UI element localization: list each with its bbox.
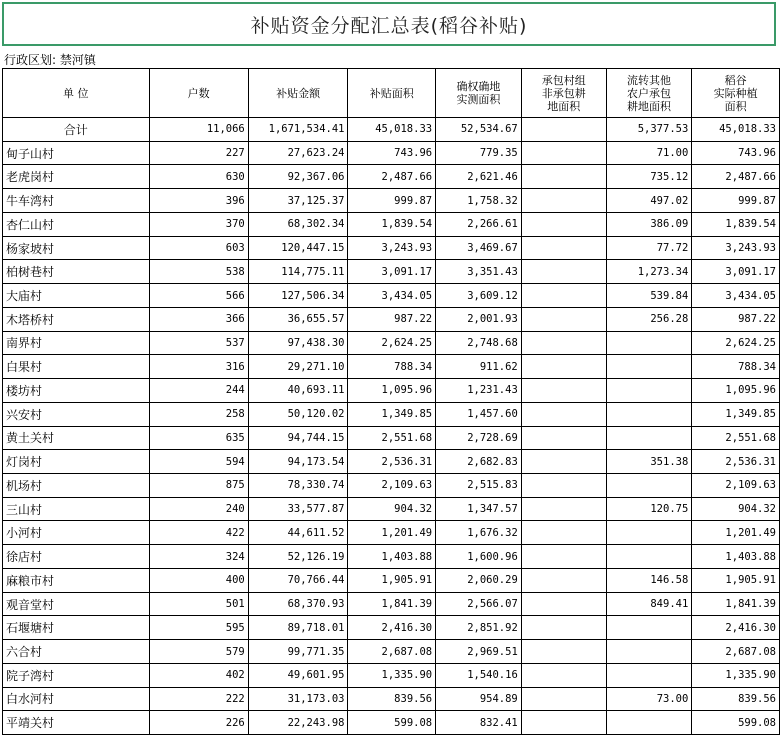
noncontract-cell <box>521 592 606 616</box>
transfer-cell <box>606 426 692 450</box>
noncontract-cell <box>521 521 606 545</box>
noncontract-cell <box>521 497 606 521</box>
table-row <box>3 711 780 735</box>
area-cell: 2,551.68 <box>348 426 436 450</box>
village-name: 麻粮市村 <box>3 568 150 592</box>
actual-cell: 3,091.17 <box>692 260 780 284</box>
subsidy-table <box>2 68 780 735</box>
village-name: 六合村 <box>3 640 150 664</box>
area-cell: 839.56 <box>348 687 436 711</box>
noncontract-cell <box>521 355 606 379</box>
noncontract-cell <box>521 450 606 474</box>
measured-cell: 1,600.96 <box>436 545 522 569</box>
table-row <box>3 165 780 189</box>
actual-cell: 1,905.91 <box>692 568 780 592</box>
table-row <box>3 450 780 474</box>
measured-cell: 832.41 <box>436 711 522 735</box>
amount-cell: 33,577.87 <box>248 497 348 521</box>
header-actual: 稻谷 实际种植 面积 <box>692 69 780 118</box>
table-row <box>3 497 780 521</box>
noncontract-cell <box>521 165 606 189</box>
noncontract-cell <box>521 189 606 213</box>
table-row <box>3 141 780 165</box>
transfer-cell <box>606 474 692 498</box>
village-name: 老虎岗村 <box>3 165 150 189</box>
village-name: 甸子山村 <box>3 141 150 165</box>
amount-cell: 22,243.98 <box>248 711 348 735</box>
noncontract-cell <box>521 260 606 284</box>
households-cell: 537 <box>149 331 248 355</box>
actual-cell: 839.56 <box>692 687 780 711</box>
village-name: 木塔桥村 <box>3 307 150 331</box>
actual-cell: 999.87 <box>692 189 780 213</box>
village-name: 柏树巷村 <box>3 260 150 284</box>
amount-cell: 94,173.54 <box>248 450 348 474</box>
amount-cell: 44,611.52 <box>248 521 348 545</box>
measured-cell: 1,231.43 <box>436 379 522 403</box>
households-cell: 402 <box>149 663 248 687</box>
actual-cell: 1,201.49 <box>692 521 780 545</box>
noncontract-cell <box>521 568 606 592</box>
actual-cell: 987.22 <box>692 307 780 331</box>
area-cell: 2,536.31 <box>348 450 436 474</box>
header-unit: 单 位 <box>3 69 150 118</box>
households-cell: 579 <box>149 640 248 664</box>
noncontract-cell <box>521 711 606 735</box>
village-name: 大庙村 <box>3 284 150 308</box>
households-cell: 396 <box>149 189 248 213</box>
village-name: 观音堂村 <box>3 592 150 616</box>
amount-cell: 120,447.15 <box>248 236 348 260</box>
households-cell: 400 <box>149 568 248 592</box>
area-cell: 3,243.93 <box>348 236 436 260</box>
header-measured: 确权确地 实测面积 <box>436 69 522 118</box>
header-noncontract: 承包村组 非承包耕 地面积 <box>521 69 606 118</box>
transfer-cell: 120.75 <box>606 497 692 521</box>
village-name: 杨家坡村 <box>3 236 150 260</box>
transfer-cell: 497.02 <box>606 189 692 213</box>
amount-cell: 68,302.34 <box>248 212 348 236</box>
area-cell: 788.34 <box>348 355 436 379</box>
actual-cell: 2,416.30 <box>692 616 780 640</box>
area-cell: 1,095.96 <box>348 379 436 403</box>
households-cell: 566 <box>149 284 248 308</box>
actual-cell: 2,109.63 <box>692 474 780 498</box>
transfer-cell: 386.09 <box>606 212 692 236</box>
table-title: 补贴资金分配汇总表(稻谷补贴) <box>2 2 776 46</box>
table-row <box>3 687 780 711</box>
households-cell: 501 <box>149 592 248 616</box>
amount-cell: 127,506.34 <box>248 284 348 308</box>
measured-cell: 2,969.51 <box>436 640 522 664</box>
table-row <box>3 212 780 236</box>
noncontract-cell <box>521 284 606 308</box>
village-name: 杏仁山村 <box>3 212 150 236</box>
actual-cell: 599.08 <box>692 711 780 735</box>
amount-cell: 97,438.30 <box>248 331 348 355</box>
amount-cell: 52,126.19 <box>248 545 348 569</box>
measured-cell: 3,469.67 <box>436 236 522 260</box>
amount-cell: 49,601.95 <box>248 663 348 687</box>
transfer-cell <box>606 355 692 379</box>
area-cell: 599.08 <box>348 711 436 735</box>
transfer-cell: 71.00 <box>606 141 692 165</box>
noncontract-cell <box>521 141 606 165</box>
measured-cell: 1,758.32 <box>436 189 522 213</box>
amount-cell: 50,120.02 <box>248 402 348 426</box>
noncontract-cell <box>521 616 606 640</box>
amount-cell: 31,173.03 <box>248 687 348 711</box>
households-cell: 324 <box>149 545 248 569</box>
households-cell: 538 <box>149 260 248 284</box>
actual-cell: 2,536.31 <box>692 450 780 474</box>
measured-cell: 2,682.83 <box>436 450 522 474</box>
transfer-cell <box>606 616 692 640</box>
measured-cell: 2,566.07 <box>436 592 522 616</box>
households-cell: 875 <box>149 474 248 498</box>
transfer-cell: 146.58 <box>606 568 692 592</box>
table-row <box>3 592 780 616</box>
actual-cell: 2,487.66 <box>692 165 780 189</box>
measured-cell: 779.35 <box>436 141 522 165</box>
village-name: 黄土关村 <box>3 426 150 450</box>
table-row <box>3 474 780 498</box>
transfer-cell: 735.12 <box>606 165 692 189</box>
amount-cell: 89,718.01 <box>248 616 348 640</box>
noncontract-cell <box>521 379 606 403</box>
area-cell: 2,687.08 <box>348 640 436 664</box>
measured-cell: 1,540.16 <box>436 663 522 687</box>
table-row <box>3 260 780 284</box>
amount-cell: 40,693.11 <box>248 379 348 403</box>
transfer-cell: 77.72 <box>606 236 692 260</box>
households-cell: 594 <box>149 450 248 474</box>
table-row <box>3 402 780 426</box>
transfer-cell: 539.84 <box>606 284 692 308</box>
area-cell: 1,839.54 <box>348 212 436 236</box>
area-cell: 3,091.17 <box>348 260 436 284</box>
measured-cell: 2,515.83 <box>436 474 522 498</box>
region-label: 行政区划: 禁河镇 <box>4 53 96 67</box>
measured-cell: 2,001.93 <box>436 307 522 331</box>
transfer-cell <box>606 711 692 735</box>
village-name: 机场村 <box>3 474 150 498</box>
actual-cell: 1,839.54 <box>692 212 780 236</box>
village-name: 南界村 <box>3 331 150 355</box>
transfer-cell: 849.41 <box>606 592 692 616</box>
village-name: 小河村 <box>3 521 150 545</box>
households-cell: 258 <box>149 402 248 426</box>
table-row <box>3 307 780 331</box>
measured-cell: 2,851.92 <box>436 616 522 640</box>
amount-cell: 94,744.15 <box>248 426 348 450</box>
village-name: 三山村 <box>3 497 150 521</box>
households-cell: 603 <box>149 236 248 260</box>
actual-cell: 2,551.68 <box>692 426 780 450</box>
noncontract-cell <box>521 307 606 331</box>
area-cell: 1,905.91 <box>348 568 436 592</box>
measured-cell: 2,728.69 <box>436 426 522 450</box>
table-row <box>3 640 780 664</box>
amount-cell: 114,775.11 <box>248 260 348 284</box>
noncontract-cell <box>521 545 606 569</box>
table-row <box>3 663 780 687</box>
noncontract-cell <box>521 426 606 450</box>
transfer-cell <box>606 331 692 355</box>
actual-cell: 2,624.25 <box>692 331 780 355</box>
area-cell: 999.87 <box>348 189 436 213</box>
households-cell: 595 <box>149 616 248 640</box>
amount-cell: 92,367.06 <box>248 165 348 189</box>
households-cell: 366 <box>149 307 248 331</box>
village-name: 牛车湾村 <box>3 189 150 213</box>
village-name: 白水河村 <box>3 687 150 711</box>
measured-cell: 2,060.29 <box>436 568 522 592</box>
noncontract-cell <box>521 331 606 355</box>
households-cell: 226 <box>149 711 248 735</box>
total-measured: 52,534.67 <box>436 118 522 142</box>
village-name: 院子湾村 <box>3 663 150 687</box>
table-row <box>3 331 780 355</box>
transfer-cell <box>606 640 692 664</box>
table-row <box>3 616 780 640</box>
noncontract-cell <box>521 663 606 687</box>
measured-cell: 2,266.61 <box>436 212 522 236</box>
actual-cell: 2,687.08 <box>692 640 780 664</box>
actual-cell: 1,095.96 <box>692 379 780 403</box>
households-cell: 222 <box>149 687 248 711</box>
transfer-cell: 73.00 <box>606 687 692 711</box>
households-cell: 227 <box>149 141 248 165</box>
area-cell: 1,841.39 <box>348 592 436 616</box>
area-cell: 1,349.85 <box>348 402 436 426</box>
total-households: 11,066 <box>149 118 248 142</box>
noncontract-cell <box>521 474 606 498</box>
amount-cell: 36,655.57 <box>248 307 348 331</box>
total-amount: 1,671,534.41 <box>248 118 348 142</box>
measured-cell: 1,676.32 <box>436 521 522 545</box>
village-name: 徐店村 <box>3 545 150 569</box>
actual-cell: 788.34 <box>692 355 780 379</box>
households-cell: 635 <box>149 426 248 450</box>
measured-cell: 2,621.46 <box>436 165 522 189</box>
noncontract-cell <box>521 687 606 711</box>
transfer-cell <box>606 545 692 569</box>
measured-cell: 954.89 <box>436 687 522 711</box>
village-name: 楼坊村 <box>3 379 150 403</box>
transfer-cell <box>606 402 692 426</box>
actual-cell: 1,841.39 <box>692 592 780 616</box>
measured-cell: 3,609.12 <box>436 284 522 308</box>
village-name: 石堰塘村 <box>3 616 150 640</box>
total-actual: 45,018.33 <box>692 118 780 142</box>
amount-cell: 99,771.35 <box>248 640 348 664</box>
area-cell: 1,335.90 <box>348 663 436 687</box>
households-cell: 422 <box>149 521 248 545</box>
measured-cell: 1,347.57 <box>436 497 522 521</box>
total-area: 45,018.33 <box>348 118 436 142</box>
transfer-cell <box>606 521 692 545</box>
village-name: 平靖关村 <box>3 711 150 735</box>
total-noncontract <box>521 118 606 142</box>
village-name: 白果村 <box>3 355 150 379</box>
amount-cell: 78,330.74 <box>248 474 348 498</box>
table-row <box>3 545 780 569</box>
transfer-cell <box>606 379 692 403</box>
header-households: 户数 <box>149 69 248 118</box>
area-cell: 3,434.05 <box>348 284 436 308</box>
table-row <box>3 521 780 545</box>
noncontract-cell <box>521 212 606 236</box>
area-cell: 987.22 <box>348 307 436 331</box>
noncontract-cell <box>521 236 606 260</box>
actual-cell: 3,243.93 <box>692 236 780 260</box>
table-row <box>3 426 780 450</box>
measured-cell: 911.62 <box>436 355 522 379</box>
transfer-cell: 256.28 <box>606 307 692 331</box>
area-cell: 904.32 <box>348 497 436 521</box>
area-cell: 743.96 <box>348 141 436 165</box>
households-cell: 370 <box>149 212 248 236</box>
table-row <box>3 379 780 403</box>
header-row <box>3 69 780 118</box>
header-amount: 补贴金额 <box>248 69 348 118</box>
households-cell: 630 <box>149 165 248 189</box>
households-cell: 244 <box>149 379 248 403</box>
header-transfer: 流转其他 农户承包 耕地面积 <box>606 69 692 118</box>
area-cell: 1,201.49 <box>348 521 436 545</box>
area-cell: 2,109.63 <box>348 474 436 498</box>
measured-cell: 1,457.60 <box>436 402 522 426</box>
amount-cell: 68,370.93 <box>248 592 348 616</box>
actual-cell: 1,349.85 <box>692 402 780 426</box>
noncontract-cell <box>521 640 606 664</box>
total-transfer: 5,377.53 <box>606 118 692 142</box>
area-cell: 1,403.88 <box>348 545 436 569</box>
header-area: 补贴面积 <box>348 69 436 118</box>
village-name: 兴安村 <box>3 402 150 426</box>
noncontract-cell <box>521 402 606 426</box>
table-row <box>3 189 780 213</box>
amount-cell: 70,766.44 <box>248 568 348 592</box>
measured-cell: 2,748.68 <box>436 331 522 355</box>
table-row <box>3 284 780 308</box>
transfer-cell: 1,273.34 <box>606 260 692 284</box>
measured-cell: 3,351.43 <box>436 260 522 284</box>
total-label: 合计 <box>3 118 150 142</box>
area-cell: 2,416.30 <box>348 616 436 640</box>
actual-cell: 3,434.05 <box>692 284 780 308</box>
table-row <box>3 568 780 592</box>
amount-cell: 29,271.10 <box>248 355 348 379</box>
total-row <box>3 118 780 142</box>
households-cell: 316 <box>149 355 248 379</box>
actual-cell: 1,335.90 <box>692 663 780 687</box>
village-name: 灯岗村 <box>3 450 150 474</box>
table-row <box>3 236 780 260</box>
actual-cell: 904.32 <box>692 497 780 521</box>
households-cell: 240 <box>149 497 248 521</box>
actual-cell: 1,403.88 <box>692 545 780 569</box>
actual-cell: 743.96 <box>692 141 780 165</box>
amount-cell: 37,125.37 <box>248 189 348 213</box>
area-cell: 2,487.66 <box>348 165 436 189</box>
area-cell: 2,624.25 <box>348 331 436 355</box>
transfer-cell: 351.38 <box>606 450 692 474</box>
transfer-cell <box>606 663 692 687</box>
amount-cell: 27,623.24 <box>248 141 348 165</box>
table-row <box>3 355 780 379</box>
